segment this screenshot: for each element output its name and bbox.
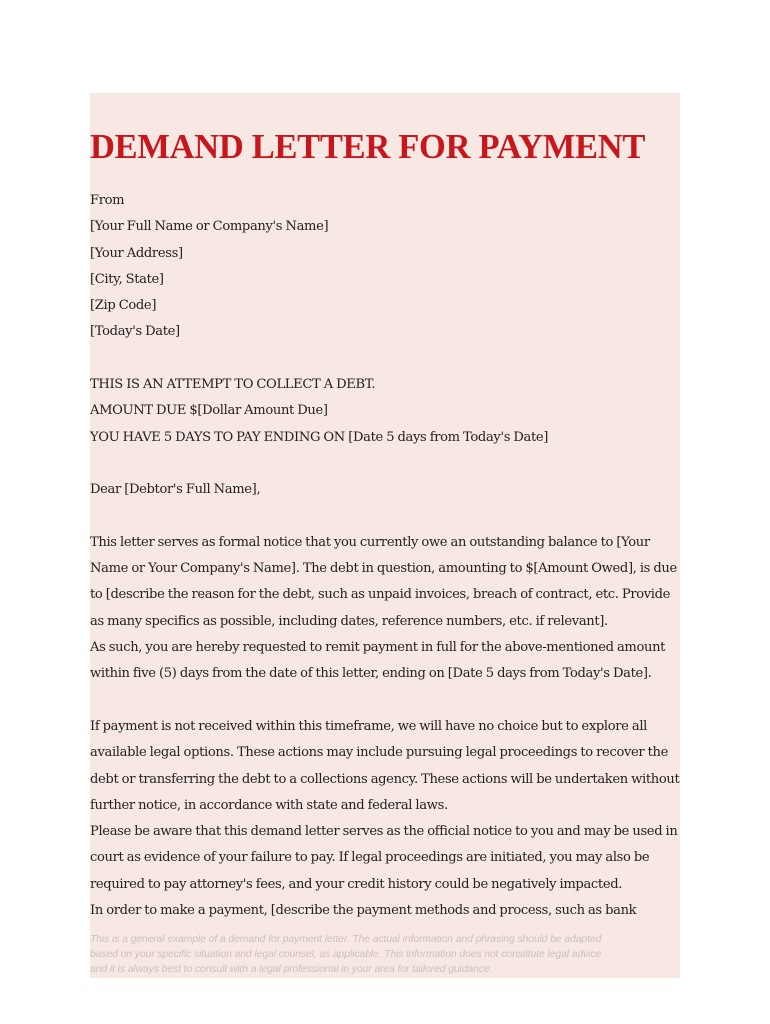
disclaimer-line: and it is always best to consult with a legal professional in your area for tailored guidance. — [90, 964, 493, 976]
paragraph-line: to [describe the reason for the debt, such as unpaid invoices, breach of contract, etc. Provide — [90, 587, 671, 603]
paragraph-line: This letter serves as formal notice that you currently owe an outstanding balance to [Your — [90, 534, 650, 550]
from-block — [90, 188, 680, 346]
paragraph-notice — [90, 530, 680, 688]
paragraph-line: within five (5) days from the date of this letter, ending on [Date 5 days from Today's Date]. — [90, 666, 652, 682]
paragraph-line: Name or Your Company's Name]. The debt in question, amounting to $[Amount Owed], is due — [90, 561, 677, 577]
payment-deadline: YOU HAVE 5 DAYS TO PAY ENDING ON [Date 5 days from Today's Date] — [90, 429, 549, 445]
paragraph-line: In order to make a payment, [describe the payment methods and process, such as bank — [90, 903, 637, 919]
disclaimer-watermark — [90, 932, 680, 978]
paragraph-line: available legal options. These actions may include pursuing legal proceedings to recover the — [90, 745, 669, 761]
sender-city-state: [City, State] — [90, 271, 164, 287]
from-line: From — [90, 193, 125, 208]
sender-address: [Your Address] — [90, 245, 183, 261]
disclaimer-line: This is a general example of a demand for payment letter. The actual information and phrasing should be adapted — [90, 934, 602, 945]
letter-page — [90, 93, 680, 978]
document-title: DEMAND LETTER FOR PAYMENT — [90, 128, 646, 166]
spacer — [90, 451, 680, 477]
paragraph-line: required to pay attorney's fees, and your credit history could be negatively impacted. — [90, 876, 623, 892]
paragraph-line: Please be aware that this demand letter serves as the official notice to you and may be used in — [90, 824, 678, 840]
notice-block — [90, 372, 680, 451]
paragraph-line: If payment is not received within this timeframe, we will have no choice but to explore all — [90, 718, 648, 734]
letter-date: [Today's Date] — [90, 324, 180, 340]
paragraph-line: further notice, in accordance with state and federal laws. — [90, 797, 448, 813]
letter-body — [90, 188, 680, 924]
sender-name: [Your Full Name or Company's Name] — [90, 219, 329, 235]
spacer — [90, 504, 680, 530]
disclaimer-line: based on your specific situation and legal counsel, as applicable. This information does not constitute legal advice — [90, 949, 602, 961]
paragraph-consequences — [90, 714, 680, 924]
salutation: Dear [Debtor's Full Name], — [90, 482, 261, 498]
paragraph-line: As such, you are hereby requested to remit payment in full for the above-mentioned amount — [90, 640, 666, 656]
spacer — [90, 346, 680, 372]
amount-due: AMOUNT DUE $[Dollar Amount Due] — [90, 403, 328, 419]
paragraph-line: as many specifics as possible, including dates, reference numbers, etc. if relevant]. — [90, 613, 608, 629]
paragraph-line: court as evidence of your failure to pay. If legal proceedings are initiated, you may also be — [90, 850, 650, 866]
paragraph-line: debt or transferring the debt to a collections agency. These actions will be undertaken without — [90, 771, 680, 787]
debt-collection-notice: THIS IS AN ATTEMPT TO COLLECT A DEBT. — [90, 377, 376, 393]
spacer — [90, 688, 680, 714]
sender-zip: [Zip Code] — [90, 298, 157, 314]
